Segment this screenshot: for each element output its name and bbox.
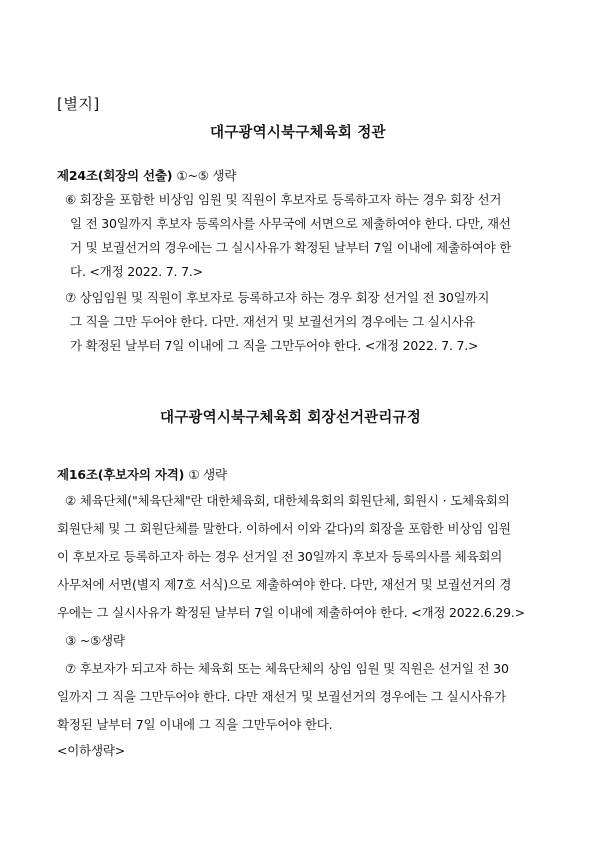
article-24-line: 다. <개정 2022. 7. 7.> [70,264,203,279]
attachment-tag: [별지] [57,95,100,113]
article-heading-label: 제24조(회장의 선출) [57,168,173,183]
article-16-line: 회원단체 및 그 회원단체를 말한다. 이하에서 이와 같다)의 회장을 포함한 비상임 임원 [57,521,511,536]
article-16-line: 우에는 그 실시사유가 확정된 날부터 7일 이내에 제출하여야 한다. <개정 2022.6.29.> [57,605,525,620]
section-title-election-rules: 대구광역시북구체육회 회장선거관리규정 [160,410,421,426]
article-16-line: 사무처에 서면(별지 제7호 서식)으로 제출하여야 한다. 다만, 재선거 및 보궐선거의 경 [57,577,512,592]
article-heading-note: ① 생략 [188,467,227,482]
article-24-line: 일 전 30일까지 후보자 등록의사를 사무국에 서면으로 제출하여야 한다. 다만, 재선 [70,216,511,231]
article-16-line: 일까지 그 직을 그만두어야 한다. 다만 재선거 및 보궐선거의 경우에는 그 실시사유가 [57,689,507,704]
article-16-line: ⑦ 후보자가 되고자 하는 체육회 또는 체육단체의 상임 임원 및 직원은 선거일 전 30 [65,661,509,676]
article-heading-note: ①~⑤ 생략 [176,168,237,183]
article-16-line: ③ ~⑤생략 [65,633,125,648]
article-24-line: 가 확정된 날부터 7일 이내에 그 직을 그만두어야 한다. <개정 2022. 7. 7.> [70,338,479,353]
article-heading-24 [57,168,236,184]
article-24-line: ⑥ 회장을 포함한 비상임 임원 및 직원이 후보자로 등록하고자 하는 경우 회장 선거 [65,192,502,207]
article-24-line: ⑦ 상임임원 및 직원이 후보자로 등록하고자 하는 경우 회장 선거일 전 30일까지 [65,290,490,305]
article-24-line: 거 및 보궐선거의 경우에는 그 실시사유가 확정된 날부터 7일 이내에 제출하여야 한 [70,240,512,255]
article-24-line: 그 직을 그만 두어야 한다. 다만. 재선거 및 보궐선거의 경우에는 그 실시사유 [70,314,476,329]
section-title-charter: 대구광역시북구체육회 정관 [210,125,386,141]
article-16-line: ② 체육단체("체육단체"란 대한체육회, 대한체육회의 회원단체, 회원시 · 도체육회의 [65,493,510,508]
article-heading-16 [57,467,227,483]
article-16-line: 확정된 날부터 7일 이내에 그 직을 그만두어야 한다. [57,717,333,732]
article-heading-label: 제16조(후보자의 자격) [57,467,185,482]
article-16-line: 이 후보자로 등록하고자 하는 경우 선거일 전 30일까지 후보자 등록의사를 체육회의 [57,549,503,564]
closing-note: <이하생략> [57,743,126,758]
